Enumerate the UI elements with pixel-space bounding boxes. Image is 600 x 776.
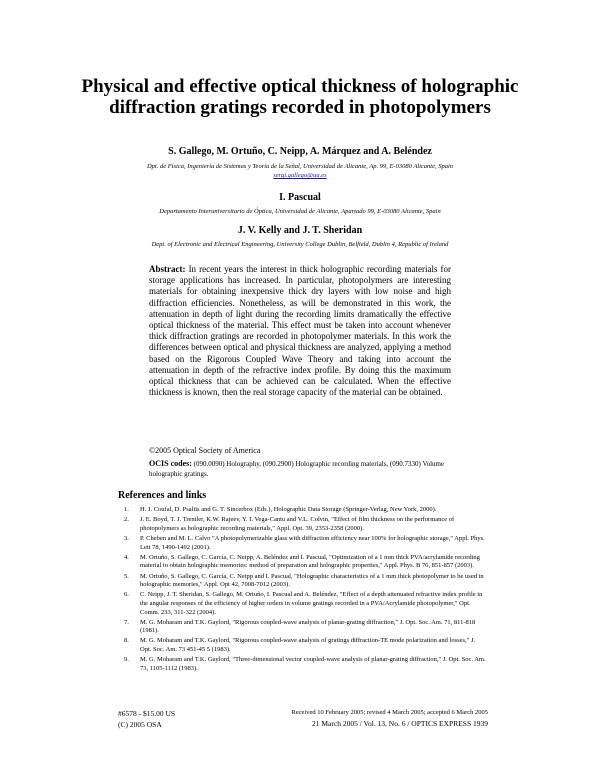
reference-item: 4. M. Ortuño, S. Gallego, C. García, C. Neipp, A. Beléndez and I. Pascual, "Optimization of a 1 mm thick PVA/acrylamide recording material to obtain holographic memories: method of preparation and holographic properties," Appl. Phys. B 76, 851-857 (2003). <box>124 553 480 570</box>
reference-item: 6. C. Neipp, J. T. Sheridan, S. Gallego, M. Ortuño, I. Pascual and A. Beléndez, "Effect of a depth attenuated refractive index profile in the angular responses of the efficiency of higher orders in volume gratings recorded in a PVA/Acrylamide photopolymer," Opt. Comm. 233, 311-322 (2004). <box>124 591 483 616</box>
reference-item: 7. M. G. Moharam and T.K. Gaylord, "Rigorous coupled-wave analysis of planar-grating diffraction," J. Opt. Soc. Am. 71, 811-818 (1981). <box>124 618 476 635</box>
reference-item: 5. M. Ortuño, S. Gallego, C. García, C. Neipp and I. Pascual, "Holographic characteristics of a 1 mm thick photopolymer to be used in holographic memories," Appl. Opt 42, 7008-7012 (2003). <box>124 572 484 589</box>
footer-issue: 21 March 2005 / Vol. 13, No. 6 / OPTICS EXPRESS 1939 <box>312 719 488 728</box>
affiliation-1: Dpt. de Física, Ingeniería de Sistemas y Teoría de la Señal, Universidad de Alicante, Ap. 99, E-03080 Alicante, Spain <box>146 163 454 170</box>
authors-group-2: I. Pascual <box>279 192 321 203</box>
authors-group-1: S. Gallego, M. Ortuño, C. Neipp, A. Márquez and A. Beléndez <box>168 146 432 157</box>
affiliation-3: Dept. of Electronic and Electrical Engineering, University College Dublin, Belfield, Dublin 4, Republic of Ireland <box>151 241 449 248</box>
reference-item: 3. P. Cheben and M. L. Calvo "A photopolymerizable glass with diffraction efficiency near 100% for holographic storage," Appl. Phys. Lett 78, 1490-1492 (2001). <box>124 534 485 551</box>
ocis-text: (090.0090) Holography, (090.2900) Holographic recording materials, (090.7330) Volume holographic gratings. <box>149 460 445 478</box>
email-link[interactable]: sergi.gallego@ua.es <box>273 172 327 179</box>
abstract <box>149 264 451 398</box>
footer-price: #6578 - $15.00 US <box>118 709 176 718</box>
footer-received: Received 10 February 2005; revised 4 March 2005; accepted 6 March 2005 <box>291 709 488 716</box>
authors-group-3: J. V. Kelly and J. T. Sheridan <box>237 225 363 236</box>
references-list <box>118 506 488 675</box>
abstract-text: In recent years the interest in thick holographic recording materials for storage applications has increased. In particular, photopolymers are interesting materials for obtaining inexpensive thick dry layers with low noise and high diffraction efficiencies. Nonetheless, as will be demonstrated in this work, the attenuation in depth of light during the recording limits dramatically the effective optical thickness of the material. This effect must be taken into account whenever thick diffraction gratings are recorded in photopolymer materials. In this work the differences between optical and physical thickness are analyzed, applying a method based on the Rigorous Coupled Wave Theory and taking into account the attenuation in depth of the refractive index profile. By doing this the maximum optical thickness that can be achieved can be calculated. When the effective thickness is known, then the real storage capacity of the material can be obtained. <box>149 264 452 398</box>
ocis-codes <box>149 459 451 479</box>
footer-osa: (C) 2005 OSA <box>118 720 162 729</box>
reference-item: 9. M. G. Moharam and T.K. Gaylord, "Three-dimensional vector coupled-wave analysis of planar-grating diffraction," J. Opt. Soc. Am. 73, 1105-1112 (1983). <box>124 656 486 672</box>
reference-item: 2. J. E. Boyd, T. J. Trentler, K.W. Rajeev, Y. I. Vega-Cantu and V.L. Colvin, "Effect of film thickness on the performance of photopolymers as holographic recording materials," Appl. Opt. 39, 2353-2358 (2000). <box>124 516 455 532</box>
affiliation-2: Departamento Interuniversitario de Óptica, Universidad de Alicante, Apartado 99, E-03080 Alicante, Spain <box>159 208 441 215</box>
reference-item: 1. H. J. Coufal, D. Psaltis and G. T. Sincerbox (Eds.), Holographic Data Storage (Springer-Verlag, New York, 2000). <box>124 506 437 513</box>
references-heading: References and links <box>118 490 207 501</box>
abstract-label: Abstract: <box>149 264 186 274</box>
footer-left <box>118 708 175 730</box>
ocis-label: OCIS codes: <box>149 459 192 468</box>
reference-item: 8. M. G. Moharam and T.K. Gaylord, "Rigorous coupled-wave analysis of gratings diffraction-TE mode polarization and losses," J. Opt. Soc. Am. 73 451-45 5 (1983). <box>124 637 476 654</box>
paper-title: Physical and effective optical thickness of holographic diffraction gratings recorded in photopolymers <box>81 76 519 118</box>
email-line <box>50 171 550 180</box>
copyright-notice: ©2005 Optical Society of America <box>149 446 261 455</box>
